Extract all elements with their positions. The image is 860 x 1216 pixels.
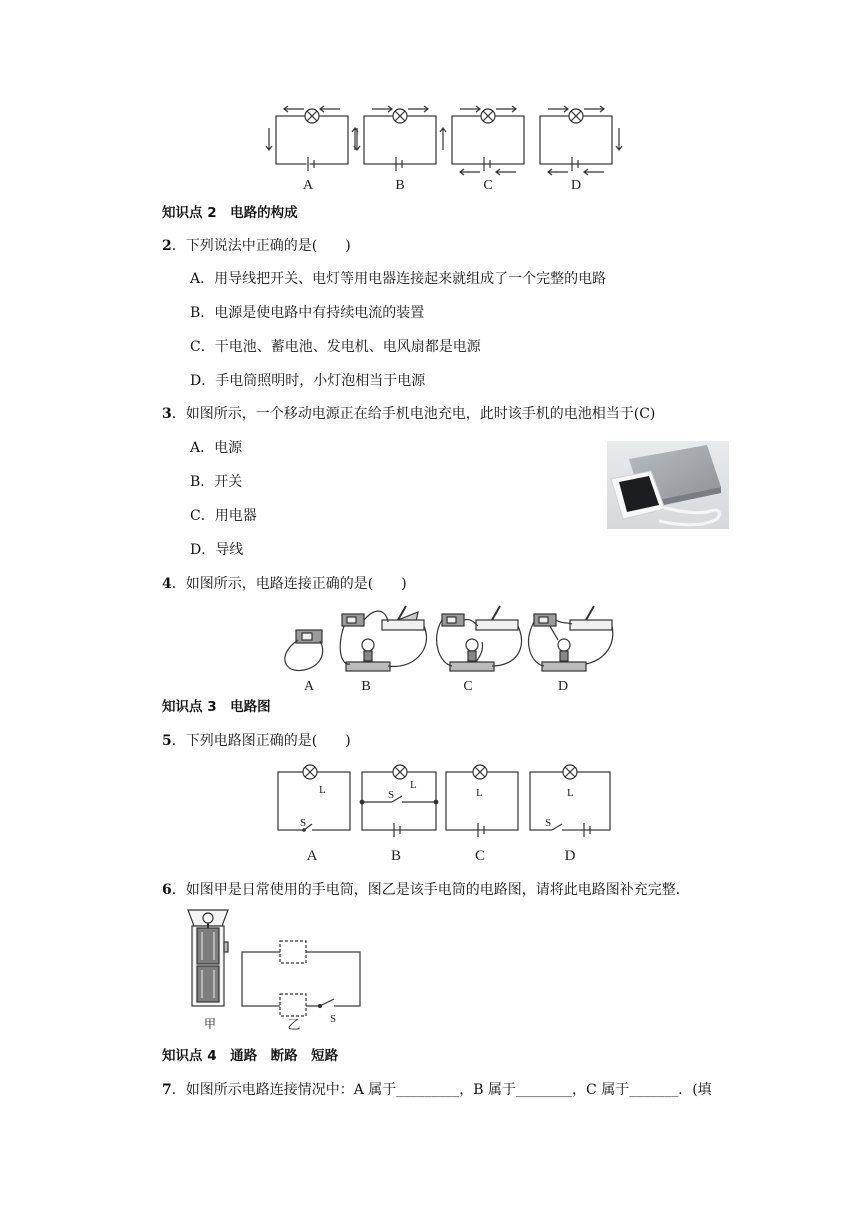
q5-a-switch-label: S xyxy=(300,817,307,829)
figure-q6-flashlight xyxy=(180,908,380,1036)
q5-label-c: C xyxy=(474,848,486,864)
question-stem: ．下列说法中正确的是( ) xyxy=(171,238,351,254)
current-direction-circuits xyxy=(260,100,630,196)
q6-switch-label: S xyxy=(330,1013,337,1025)
q4-circuit-b xyxy=(340,606,426,671)
q4-label-c: C xyxy=(463,679,473,694)
question-number: 2 xyxy=(162,238,172,254)
q2-option-d: D．手电筒照明时，小灯泡相当于电源 xyxy=(190,373,426,389)
q4-label-b: B xyxy=(361,679,371,694)
q6-incomplete-circuit xyxy=(242,941,360,1016)
q3-option-a: A．电源 xyxy=(190,440,243,456)
question-stem: ．如图甲是日常使用的手电筒，图乙是该手电筒的电路图，请将此电路图补充完整． xyxy=(171,882,690,898)
q5-label-d: D xyxy=(564,848,576,864)
q5-d-switch-label: S xyxy=(545,817,552,829)
question-number: 5 xyxy=(162,733,172,749)
question-stem: ．如图所示，一个移动电源正在给手机电池充电，此时该手机的电池相当于(C) xyxy=(171,406,656,422)
question-stem: ．下列电路图正确的是( ) xyxy=(171,733,351,749)
section-heading-kp3: 知识点 3 电路图 xyxy=(162,699,271,715)
q2-option-b: B．电源是使电路中有持续电流的装置 xyxy=(190,305,425,321)
figure-q5-circuit-diagrams xyxy=(270,760,620,866)
q5-b-switch-label: S xyxy=(388,789,395,801)
section-heading-kp4: 知识点 4 通路 断路 短路 xyxy=(162,1048,339,1064)
circuit-d xyxy=(540,106,622,175)
question-stem: ．如图所示电路连接情况中：A 属于_________，B 属于________，C 属于_______．(填 xyxy=(171,1082,712,1098)
q5-c-lamp-label: L xyxy=(476,787,483,799)
q4-circuit-c xyxy=(437,606,522,671)
q2-option-a: A．用导线把开关、电灯等用电器连接起来就组成了一个完整的电路 xyxy=(190,271,607,287)
question-number: 3 xyxy=(162,406,172,422)
q5-label-b: B xyxy=(390,848,402,864)
fig1-label-b: B xyxy=(395,178,405,193)
q5-circuit-a xyxy=(278,765,350,831)
q3-option-b: B．开关 xyxy=(190,474,243,490)
section-heading-kp2: 知识点 2 电路的构成 xyxy=(162,205,298,221)
flashlight-drawing xyxy=(188,910,228,1006)
q6-label-yi: 乙 xyxy=(287,1017,301,1032)
q2-option-c: C．干电池、蓄电池、发电机、电风扇都是电源 xyxy=(190,339,481,355)
question-4 xyxy=(162,574,407,594)
q5-label-a: A xyxy=(306,848,318,864)
q3-option-c: C．用电器 xyxy=(190,508,257,524)
question-7 xyxy=(162,1080,712,1100)
question-number: 4 xyxy=(162,576,172,592)
question-5 xyxy=(162,731,351,751)
figure-q4-physical-circuits xyxy=(276,600,616,696)
q5-a-lamp-label: L xyxy=(319,784,326,796)
question-3 xyxy=(162,404,655,424)
q5-circuit-d xyxy=(530,765,610,837)
circuit-c xyxy=(452,106,524,175)
question-stem: ．如图所示，电路连接正确的是( ) xyxy=(171,576,407,592)
question-6 xyxy=(162,880,690,900)
q3-option-d: D．导线 xyxy=(190,542,244,558)
fig1-label-d: D xyxy=(570,178,582,193)
circuit-a xyxy=(266,106,358,171)
fig1-label-a: A xyxy=(302,178,314,193)
circuit-b xyxy=(354,106,446,171)
question-number: 7 xyxy=(162,1082,172,1098)
q5-circuit-b xyxy=(360,765,438,837)
q4-circuit-a xyxy=(285,630,323,671)
q6-label-jia: 甲 xyxy=(203,1017,217,1031)
question-number: 6 xyxy=(162,882,172,898)
q4-label-a: A xyxy=(303,679,315,694)
q5-circuit-c xyxy=(446,765,518,837)
q5-b-lamp-label: L xyxy=(410,779,417,791)
powerbank-phone-photo xyxy=(607,441,729,529)
q5-d-lamp-label: L xyxy=(567,787,574,799)
q4-label-d: D xyxy=(557,679,569,694)
q4-circuit-d xyxy=(529,606,613,671)
fig1-label-c: C xyxy=(483,178,493,193)
figure-current-direction xyxy=(260,100,630,196)
question-2 xyxy=(162,236,351,256)
